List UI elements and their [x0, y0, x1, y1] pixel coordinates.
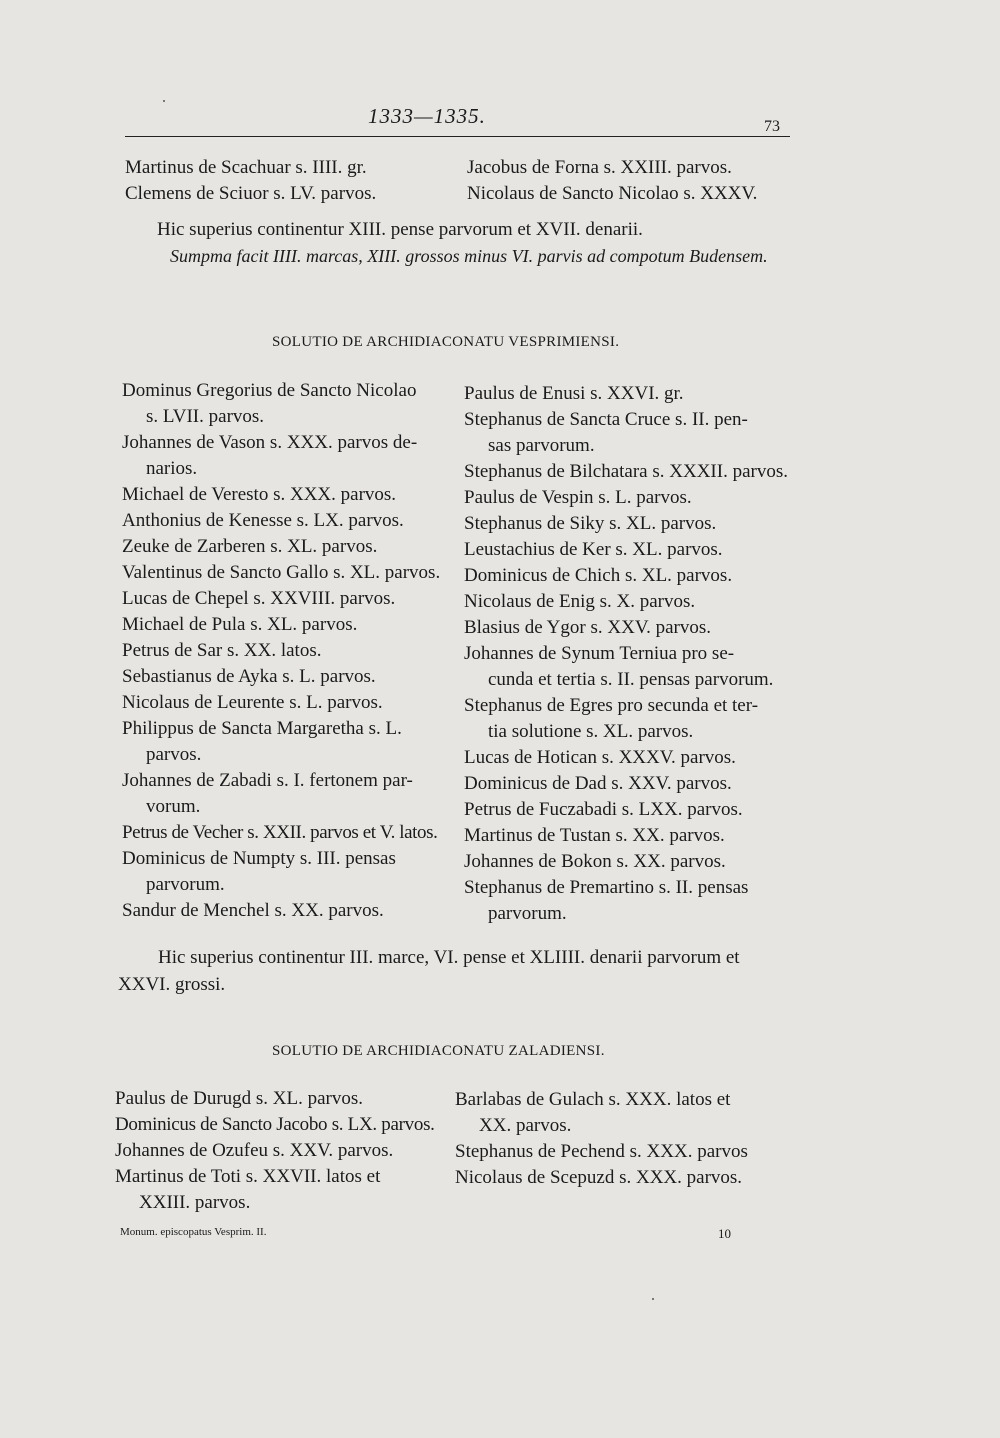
entry-line: s. LVII. parvos.: [146, 406, 265, 427]
section-1-right-column: [464, 381, 788, 927]
entry-line: Dominicus de Dad s. XXV. parvos.: [464, 773, 732, 794]
entry-line: Nicolaus de Enig s. X. parvos.: [464, 591, 696, 612]
entry-line: Zeuke de Zarberen s. XL. parvos.: [122, 536, 378, 557]
entry-line: Anthonius de Kenesse s. LX. parvos.: [122, 510, 404, 531]
entry-line: Stephanus de Pechend s. XXX. parvos: [455, 1141, 748, 1162]
entry-line: Dominicus de Chich s. XL. parvos.: [464, 565, 733, 586]
entry-line: Dominicus de Sancto Jacobo s. LX. parvos.: [115, 1114, 435, 1135]
entry-line: Stephanus de Egres pro secunda et ter-: [464, 695, 759, 716]
entry-line: Valentinus de Sancto Gallo s. XL. parvos.: [122, 562, 441, 583]
entry-line: Martinus de Tustan s. XX. parvos.: [464, 825, 725, 846]
section-heading-vesprimiensi: SOLUTIO DE ARCHIDIACONATU VESPRIMIENSI.: [272, 334, 620, 350]
top-sum-note: Sumpma facit IIII. marcas, XIII. grossos minus VI. parvis ad compotum Budensem.: [170, 246, 768, 266]
entry-line: Nicolaus de Sancto Nicolao s. XXXV.: [467, 183, 758, 204]
entry-line: parvorum.: [146, 874, 225, 895]
entry-line: Johannes de Bokon s. XX. parvos.: [464, 851, 726, 872]
entry-line: Nicolaus de Leurente s. L. parvos.: [122, 692, 383, 713]
header-rule: [125, 136, 790, 137]
entry-line: Lucas de Hotican s. XXXV. parvos.: [464, 747, 736, 768]
entry-line: XXIII. parvos.: [139, 1192, 251, 1213]
entry-line: Jacobus de Forna s. XXIII. parvos.: [467, 157, 732, 178]
entry-line: sas parvorum.: [488, 435, 595, 456]
entry-line: Johannes de Ozufeu s. XXV. parvos.: [115, 1140, 394, 1161]
section-2-left-column: [115, 1086, 435, 1216]
entry-line: cunda et tertia s. II. pensas parvorum.: [488, 669, 774, 690]
entry-line: narios.: [146, 458, 198, 479]
top-left-column: [125, 155, 376, 207]
section-1-left-column: [122, 378, 440, 924]
entry-line: vorum.: [146, 796, 201, 817]
page-number: 73: [764, 118, 780, 135]
paper-speck: [652, 1298, 654, 1300]
entry-line: Petrus de Sar s. XX. latos.: [122, 640, 322, 661]
entry-line: XX. parvos.: [479, 1115, 572, 1136]
entry-line: Dominicus de Numpty s. III. pensas: [122, 848, 396, 869]
entry-line: Petrus de Fuczabadi s. LXX. parvos.: [464, 799, 743, 820]
top-right-column: [467, 155, 757, 207]
entry-line: Michael de Pula s. XL. parvos.: [122, 614, 358, 635]
entry-line: Paulus de Enusi s. XXVI. gr.: [464, 383, 684, 404]
entry-line: Blasius de Ygor s. XXV. parvos.: [464, 617, 711, 638]
entry-line: Barlabas de Gulach s. XXX. latos et: [455, 1089, 731, 1110]
entry-line: tia solutione s. XL. parvos.: [488, 721, 694, 742]
entry-line: Sandur de Menchel s. XX. parvos.: [122, 900, 384, 921]
entry-line: Johannes de Synum Terniua pro se-: [464, 643, 735, 664]
entry-line: parvorum.: [488, 903, 567, 924]
entry-line: Clemens de Sciuor s. LV. parvos.: [125, 183, 377, 204]
section-2-right-column: [455, 1087, 748, 1191]
section-heading-zaladiensi: SOLUTIO DE ARCHIDIACONATU ZALADIENSI.: [272, 1043, 605, 1059]
entry-line: Stephanus de Sancta Cruce s. II. pen-: [464, 409, 748, 430]
section-1-summary: Hic superius continentur III. marce, VI. pense et XLIIII. denarii parvorum et: [158, 947, 740, 968]
entry-line: Stephanus de Premartino s. II. pensas: [464, 877, 749, 898]
section-1-summary-continued: XXVI. grossi.: [118, 974, 226, 995]
entry-line: parvos.: [146, 744, 202, 765]
entry-line: Lucas de Chepel s. XXVIII. parvos.: [122, 588, 396, 609]
entry-line: Johannes de Vason s. XXX. parvos de-: [122, 432, 418, 453]
paper-speck: [163, 100, 165, 102]
entry-line: Sebastianus de Ayka s. L. parvos.: [122, 666, 376, 687]
footer-source: Monum. episcopatus Vesprim. II.: [120, 1226, 267, 1238]
entry-line: Dominus Gregorius de Sancto Nicolao: [122, 380, 417, 401]
entry-line: Stephanus de Bilchatara s. XXXII. parvos.: [464, 461, 788, 482]
entry-line: Stephanus de Siky s. XL. parvos.: [464, 513, 717, 534]
top-summary: Hic superius continentur XIII. pense parvorum et XVII. denarii.: [157, 219, 643, 240]
entry-line: Paulus de Vespin s. L. parvos.: [464, 487, 692, 508]
entry-line: Martinus de Scachuar s. IIII. gr.: [125, 157, 367, 178]
entry-line: Petrus de Vecher s. XXII. parvos et V. latos.: [122, 822, 438, 843]
entry-line: Paulus de Durugd s. XL. parvos.: [115, 1088, 364, 1109]
footer-sheet-number: 10: [718, 1226, 731, 1241]
entry-line: Michael de Veresto s. XXX. parvos.: [122, 484, 397, 505]
entry-line: Leustachius de Ker s. XL. parvos.: [464, 539, 723, 560]
entry-line: Philippus de Sancta Margaretha s. L.: [122, 718, 402, 739]
running-title: 1333—1335.: [368, 104, 486, 128]
entry-line: Johannes de Zabadi s. I. fertonem par-: [122, 770, 413, 791]
entry-line: Martinus de Toti s. XXVII. latos et: [115, 1166, 381, 1187]
entry-line: Nicolaus de Scepuzd s. XXX. parvos.: [455, 1167, 743, 1188]
